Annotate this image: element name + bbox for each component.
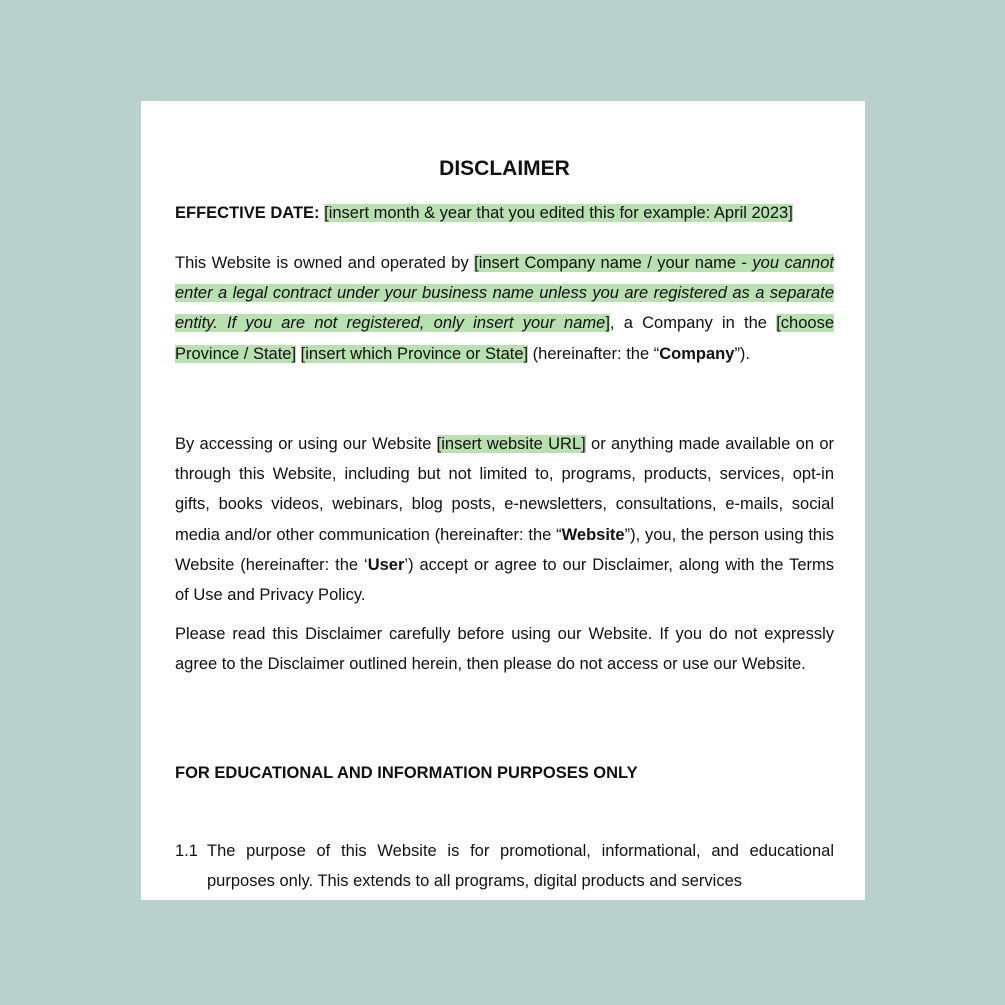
access-text-1: or anything made available on or through this Website, including but not limited to, programs, products, services, opt-in gifts, books videos, webinars, blog posts, e-newsletters, consultations, e-mails, social media and/or other communication (hereinafter: the “ xyxy=(175,435,834,544)
company-term: Company xyxy=(659,344,735,363)
ownership-intro: This Website is owned and operated by xyxy=(175,254,475,272)
read-carefully-paragraph: Please read this Disclaimer carefully before using our Website. If you do not expressly agree to the Disclaimer outlined herein, then please do not access or use our Website. xyxy=(175,625,834,674)
access-text-3: ’) accept or agree to our Disclaimer, along with the Terms of Use and Privacy Policy. xyxy=(175,555,835,605)
clause-1-1 xyxy=(175,836,834,896)
ownership-end: ”). xyxy=(734,344,751,363)
province-placeholder: [choose Province / State] xyxy=(175,314,834,363)
company-placeholder-close: ] xyxy=(605,314,610,333)
access-intro: By accessing or using our Website xyxy=(175,435,437,453)
effective-date-label: EFFECTIVE DATE: xyxy=(175,204,320,222)
effective-date-placeholder: [insert month & year that you edited this for example: April 2023] xyxy=(324,204,793,222)
hereinafter-text: (hereinafter: the “ xyxy=(528,344,660,363)
ownership-paragraph xyxy=(175,248,834,369)
placeholder-gap xyxy=(296,345,301,363)
document-title: DISCLAIMER xyxy=(439,157,570,180)
access-text-2: ”), you, the person using this Website (hereinafter: the ‘ xyxy=(175,525,834,574)
effective-date-line xyxy=(175,201,834,225)
section-heading: FOR EDUCATIONAL AND INFORMATION PURPOSES ONLY xyxy=(175,764,638,782)
company-placeholder-text: [insert Company name / your name - xyxy=(474,254,753,272)
document-page xyxy=(141,101,865,900)
clause-text: The purpose of this Website is for promotional, informational, and educational purposes only. This extends to all programs, digital products and services xyxy=(207,842,834,891)
company-placeholder-note: you cannot enter a legal contract under your business name unless you are registered as a separate entity. If you are not registered, only insert your name xyxy=(175,254,834,333)
website-term: Website xyxy=(561,525,625,544)
ownership-mid: , a Company in the xyxy=(609,314,777,333)
user-term: User xyxy=(367,555,405,574)
website-url-placeholder: [insert website URL] xyxy=(436,435,586,453)
clause-number: 1.1 xyxy=(175,842,198,860)
access-paragraph xyxy=(175,429,834,610)
which-province-placeholder: [insert which Province or State] xyxy=(300,344,529,363)
